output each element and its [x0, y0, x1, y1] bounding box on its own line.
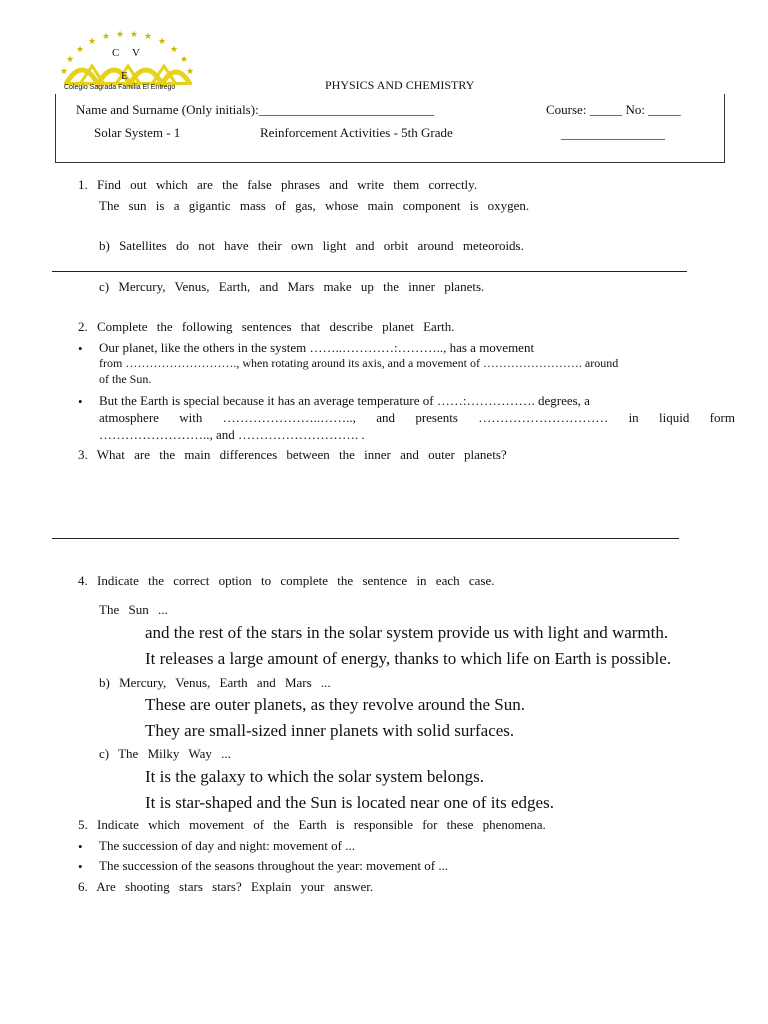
q4-option-a1[interactable]: and the rest of the stars in the solar system provide us with light and warmth.	[145, 623, 669, 642]
q2-sentence-1-line-2: from ………………………., when rotating around its axis, and a movement of ……………………. around	[99, 356, 619, 370]
q2-sentence-1-line-1: Our planet, like the others in the system ……..…………:……….., has a movement	[99, 340, 535, 355]
q4-option-c2[interactable]: It is star-shaped and the Sun is located near one of its edges.	[145, 793, 554, 812]
q2-word: liquid	[659, 410, 690, 425]
q2-word: with	[179, 410, 203, 425]
svg-text:★: ★	[102, 31, 111, 41]
name-field-label[interactable]: Name and Surname (Only initials):___________________________	[76, 102, 435, 117]
logo-letter-v: V	[132, 47, 140, 59]
course-field-label[interactable]: Course: _____ No: _____	[546, 102, 681, 117]
svg-text:★: ★	[76, 44, 85, 54]
q4-stem-c: c) The Milky Way ...	[99, 746, 231, 761]
q4-title: 4. Indicate the correct option to complete the sentence in each case.	[78, 573, 495, 588]
logo-caption: Colegio Sagrada Familia El Entrego	[64, 84, 176, 91]
svg-text:★: ★	[186, 66, 195, 76]
svg-text:★: ★	[88, 36, 97, 46]
q1-statement-a: The sun is a gigantic mass of gas, whose main component is oxygen.	[99, 198, 530, 213]
svg-text:★: ★	[170, 44, 179, 54]
q2-word: in	[628, 410, 639, 425]
q2-sentence-2-line-3: …………………….., and ………………………. .	[99, 427, 365, 442]
q6-title: 6. Are shooting stars stars? Explain your answer.	[78, 879, 374, 894]
q5-title: 5. Indicate which movement of the Earth is responsible for these phenomena.	[78, 817, 546, 832]
q4-option-a2[interactable]: It releases a large amount of energy, thanks to which life on Earth is possible.	[145, 649, 672, 668]
q4-stem-a: The Sun ...	[99, 602, 168, 617]
q2-word: presents	[415, 410, 458, 425]
q4-option-c1[interactable]: It is the galaxy to which the solar system belongs.	[145, 767, 484, 786]
q3-answer-line[interactable]	[52, 538, 679, 539]
q2-blank[interactable]: …………………………	[478, 410, 609, 425]
svg-text:★: ★	[116, 30, 125, 39]
q5-phenomenon-2[interactable]: The succession of the seasons throughout the year: movement of ...	[99, 858, 449, 873]
header-blank[interactable]: ________________	[561, 126, 665, 141]
q1-answer-line[interactable]	[52, 271, 687, 272]
q5-phenomenon-1[interactable]: The succession of day and night: movement of ...	[99, 838, 355, 853]
q5-bullet-2: •	[78, 859, 83, 874]
unit-title: Solar System - 1	[94, 125, 181, 140]
svg-text:★: ★	[66, 54, 75, 64]
q5-bullet-1: •	[78, 839, 83, 854]
q2-bullet-2: •	[78, 394, 83, 409]
q1-statement-b: b) Satellites do not have their own light and orbit around meteoroids.	[99, 238, 524, 253]
q2-blank[interactable]: …………………..……..,	[222, 410, 356, 425]
q2-sentence-2-line-2	[99, 410, 735, 426]
q2-word: atmosphere	[99, 410, 159, 425]
q2-sentence-2-line-1: But the Earth is special because it has an average temperature of ……:……………. degrees, a	[99, 393, 590, 408]
logo-letter-e: E	[121, 70, 128, 82]
school-logo	[52, 30, 202, 94]
svg-text:★: ★	[130, 30, 139, 39]
svg-text:★: ★	[60, 66, 69, 76]
q2-bullet-1: •	[78, 341, 83, 356]
subject-title: PHYSICS AND CHEMISTRY	[325, 78, 475, 92]
q3-title: 3. What are the main differences between the inner and outer planets?	[78, 447, 507, 462]
q2-word: and	[376, 410, 396, 425]
q2-word: form	[709, 410, 735, 425]
svg-text:★: ★	[180, 54, 189, 64]
svg-text:★: ★	[144, 31, 153, 41]
q2-title: 2. Complete the following sentences that describe planet Earth.	[78, 319, 455, 334]
activity-title: Reinforcement Activities - 5th Grade	[260, 125, 453, 140]
q1-title: 1. Find out which are the false phrases and write them correctly.	[78, 177, 478, 192]
q4-stem-b: b) Mercury, Venus, Earth and Mars ...	[99, 675, 331, 690]
q1-statement-c: c) Mercury, Venus, Earth, and Mars make up the inner planets.	[99, 279, 485, 294]
q2-sentence-1-line-3: of the Sun.	[99, 372, 152, 386]
q4-option-b1[interactable]: These are outer planets, as they revolve around the Sun.	[145, 695, 526, 714]
q4-option-b2[interactable]: They are small-sized inner planets with solid surfaces.	[145, 721, 515, 740]
logo-letter-c: C	[112, 47, 120, 59]
svg-text:★: ★	[158, 36, 167, 46]
